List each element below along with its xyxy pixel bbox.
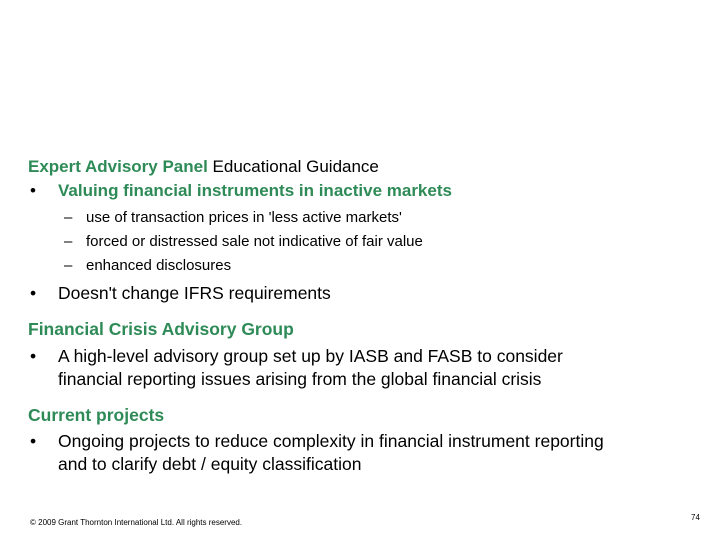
section1-sub-1-text: use of transaction prices in 'less active markets' bbox=[86, 209, 402, 226]
section1-sub-1 bbox=[64, 209, 402, 226]
section1-sub-2-text: forced or distressed sale not indicative of fair value bbox=[86, 233, 423, 250]
section1-sub-3 bbox=[64, 257, 231, 274]
section1-heading-rest: Educational Guidance bbox=[207, 157, 379, 176]
section1-bullet-1 bbox=[30, 181, 452, 201]
section2-bullet-line-1: A high-level advisory group set up by IASB and FASB to consider bbox=[58, 346, 563, 366]
section2-bullet-line-2: financial reporting issues arising from the global financial crisis bbox=[58, 369, 542, 389]
dash-icon: – bbox=[64, 257, 73, 274]
section1-heading-bold: Expert Advisory Panel bbox=[28, 157, 208, 176]
section1-heading bbox=[28, 157, 379, 177]
section3-heading: Current projects bbox=[28, 405, 165, 425]
section1-sub-2 bbox=[64, 233, 423, 250]
section3-bullet-line-1: Ongoing projects to reduce complexity in financial instrument reporting bbox=[58, 431, 604, 451]
section1-bullet-1-text: Valuing financial instruments in inactive markets bbox=[58, 181, 452, 200]
bullet-icon: • bbox=[30, 346, 37, 366]
bullet-icon: • bbox=[30, 283, 37, 303]
bullet-icon: • bbox=[30, 431, 37, 451]
section2-heading: Financial Crisis Advisory Group bbox=[28, 319, 294, 339]
section3-bullet-line-2: and to clarify debt / equity classification bbox=[58, 454, 362, 474]
section2-bullet bbox=[30, 346, 563, 367]
dash-icon: – bbox=[64, 209, 73, 226]
section1-bullet-2-text: Doesn't change IFRS requirements bbox=[58, 283, 331, 303]
bullet-icon: • bbox=[30, 181, 36, 200]
page-number: 74 bbox=[691, 513, 700, 522]
dash-icon: – bbox=[64, 233, 73, 250]
section1-bullet-2 bbox=[30, 283, 331, 304]
section1-sub-3-text: enhanced disclosures bbox=[86, 257, 232, 274]
copyright-text: © 2009 Grant Thornton International Ltd. All rights reserved. bbox=[30, 518, 243, 527]
section3-bullet bbox=[30, 431, 604, 452]
